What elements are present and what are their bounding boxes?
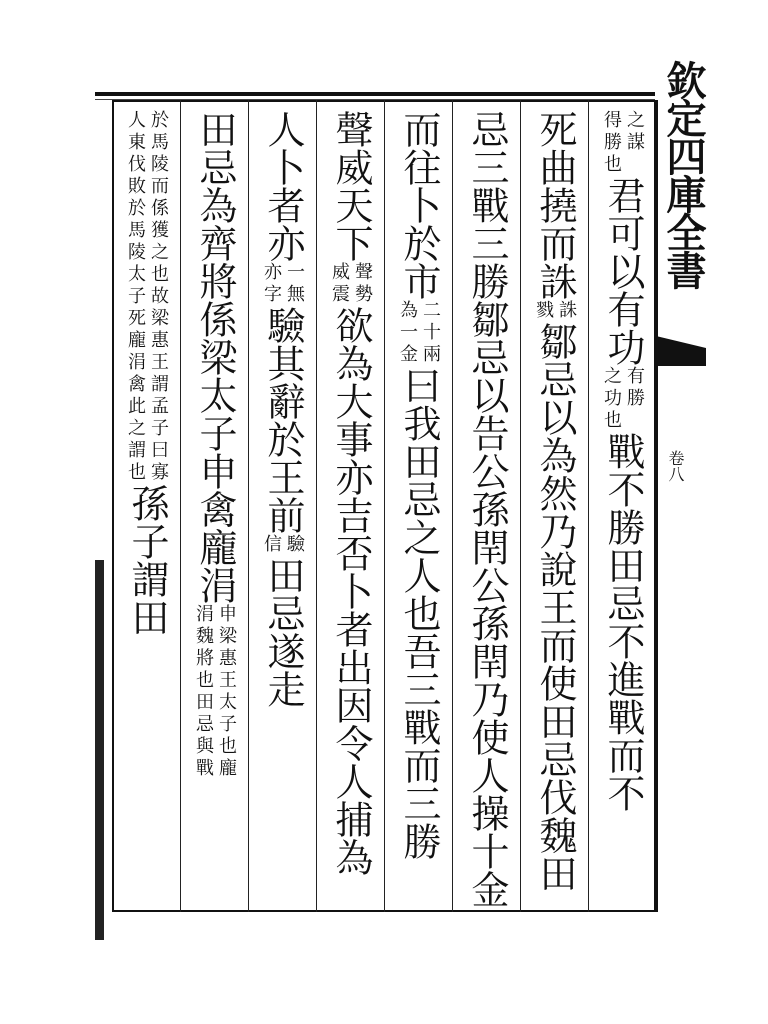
annotation [397,300,441,366]
annotation [601,110,645,176]
main-text: 戰不勝田忌不進戰而不 [601,432,645,812]
annotation-line: 威震 [329,262,350,306]
page-edge-shadow [95,560,104,940]
main-text: 鄒忌以為然乃說王而使田忌伐魏田 [533,322,577,892]
main-text: 驗其辭於王前 [261,306,305,534]
main-text: 田忌遂走 [261,556,305,708]
text-column-3 [453,110,521,908]
annotation [193,604,237,780]
main-text: 死曲撓而誅 [533,110,577,300]
annotation-line: 涓魏將也田忌與戰 [193,604,214,780]
book-title: 欽定四庫全書 [660,60,707,288]
main-text: 曰我田忌之人也吾三戰而三勝 [397,366,441,860]
annotation-line: 之功也 [601,366,622,432]
fishtail-mark [656,336,706,366]
text-column-2 [521,110,589,908]
annotation [125,110,169,484]
text-column-1 [589,110,657,908]
annotation-line: 有勝 [624,366,645,410]
annotation-line: 聲勢 [352,262,373,306]
annotation-line: 為一金 [397,300,418,366]
annotation-line: 亦字 [261,262,282,306]
text-column-6 [249,110,317,908]
main-text: 田忌為齊將係梁太子申禽龐涓 [193,110,237,604]
top-border-rule [95,92,655,96]
annotation-line: 誅 [556,300,577,322]
volume-label: 卷八 [666,450,685,482]
annotation-line: 之謀 [624,110,645,154]
main-text: 欲為大事亦吉否卜者出因令人捕為 [329,306,373,876]
annotation [261,262,305,306]
annotation-line: 人東伐敗於馬陵太子死龐涓禽此之謂也 [125,110,146,484]
main-text: 而往卜於市 [397,110,441,300]
annotation-line: 戮 [533,300,554,322]
text-column-8 [113,110,181,908]
annotation [533,300,577,322]
main-text: 聲威天下 [329,110,373,262]
main-text: 人卜者亦 [261,110,305,262]
annotation [261,534,305,556]
text-column-7 [181,110,249,908]
text-column-4 [385,110,453,908]
main-text: 忌三戰三勝鄒忌以告公孫閈公孫閈乃使人操十金 [465,110,509,908]
main-text: 君可以有功 [601,176,645,366]
annotation-line: 申梁惠王太子也龐 [216,604,237,780]
annotation-line: 得勝也 [601,110,622,176]
annotation [329,262,373,306]
annotation-line: 二十兩 [420,300,441,366]
annotation-line: 一無 [284,262,305,306]
text-column-5 [317,110,385,908]
annotation-line: 驗 [284,534,305,556]
main-text: 孫子謂田 [125,484,169,636]
annotation [601,366,645,432]
annotation-line: 於馬陵而係獲之也故梁惠王謂孟子曰寡 [148,110,169,484]
annotation-line: 信 [261,534,282,556]
